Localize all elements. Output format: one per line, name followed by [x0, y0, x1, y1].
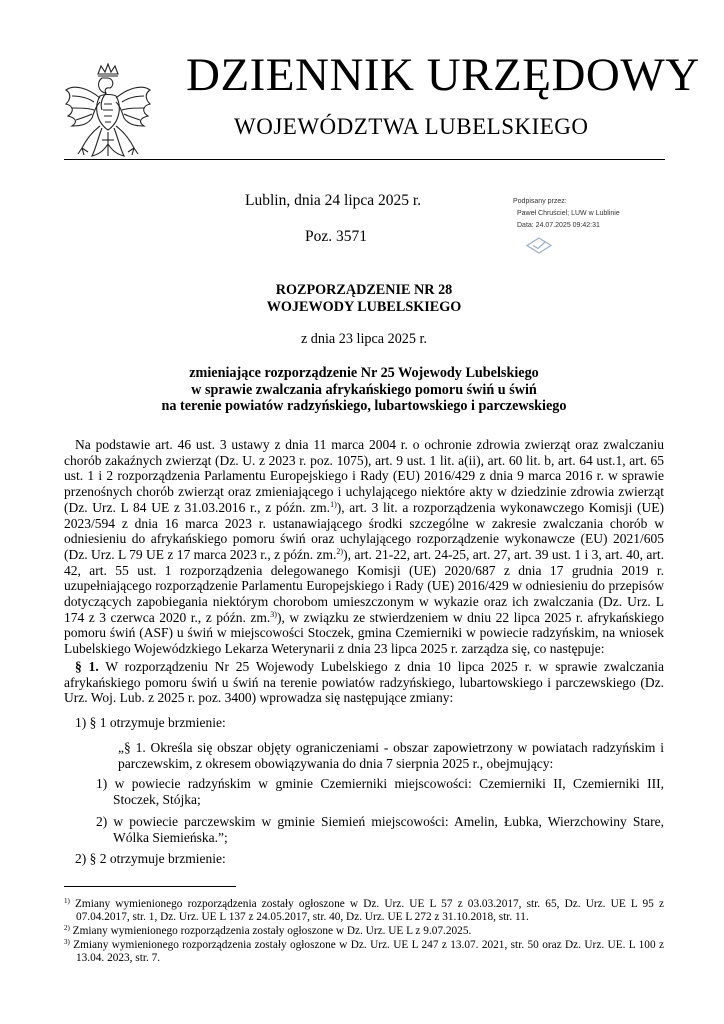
- footnote-text: Zmiany wymienionego rozporządzenia zostały ogłoszone w Dz. Urz. UE L 247 z 13.07. 2021, str. 50 oraz Dz. Urz. UE. L 100 z 13.04. 2023, str. 7.: [69, 939, 664, 965]
- signature-signer: Paweł Chruściel; LUW w Lublinie: [517, 210, 620, 217]
- regulation-subject-line-3: na terenie powiatów radzyńskiego, lubartowskiego i parczewskiego: [161, 398, 567, 414]
- regulation-title: [64, 282, 664, 315]
- signature-check-icon: [526, 237, 552, 254]
- preamble-part-1: Na podstawie art. 46 ust. 3 ustawy z dnia 11 marca 2004 r. o ochronie zdrowia zwierząt oraz zwalczaniu chorób zakaźnych zwierząt (Dz. U. z 2023 r. poz. 1075), art. 9 ust. 1 lit. a(ii), art. 60 lit. b, art. 64 ust.1, art. 65 ust. 1 i 2 rozporządzenia Parlamentu Europejskiego i Rady (EU) 2016/429 z dnia 9 marca 2016 r. w sprawie przenośnych chorób zwierząt oraz zmieniającego i uchylającego niektóre akty w dziedzinie zdrowia zwierząt (Dz. Urz. L 84 UE z 31.03.2016 r., z późn. zm.: [64, 437, 664, 515]
- polish-eagle-icon: [62, 60, 154, 170]
- position-number: Poz. 3571: [305, 228, 367, 245]
- footnote-ref-3[interactable]: 3): [270, 609, 277, 619]
- signature-date: Data: 24.07.2025 09:42:31: [517, 222, 600, 229]
- regulation-subject-line-2: w sprawie zwalczania afrykańskiego pomoru świń u świń: [191, 381, 537, 398]
- amendment-point-2: 2) § 2 otrzymuje brzmienie:: [75, 851, 226, 866]
- amended-section-quote: „§ 1. Określa się obszar objęty ograniczeniami - obszar zapowietrzony w powiatach radzyńskim i parczewskim, z okresem obowiązywania do dnia 7 sierpnia 2025 r., obejmujący:: [118, 740, 664, 771]
- regulation-title-line-2: WOJEWODY LUBELSKIEGO: [266, 298, 462, 315]
- preamble-part-4: ), w związku ze stwierdzeniem w dniu 22 lipca 2025 r. afrykańskiego pomoru świń (ASF) u świń w miejscowości Stoczek, gmina Czemierniki w powiecie radzyńskim, na wniosek Lubelskiego Wojewódzkiego Lekarza Weterynarii z dnia 23 lipca 2025 r. zarządza się, co następuje:: [64, 609, 664, 657]
- list-item: 2) w powiecie parczewskim w gminie Siemień miejscowości: Amelin, Łubka, Wierzchowiny Stare, Wólka Siemieńska.”;: [96, 814, 664, 845]
- digital-signature: [513, 196, 620, 232]
- section-1: [64, 659, 664, 706]
- footnote-divider: [64, 886, 236, 887]
- regulation-subject-line-1: zmieniające rozporządzenie Nr 25 Wojewody Lubelskiego: [189, 365, 539, 381]
- regulation-date: z dnia 23 lipca 2025 r.: [300, 331, 428, 347]
- section-1-label: § 1.: [75, 659, 99, 674]
- journal-title: DZIENNIK URZĘDOWY: [186, 49, 700, 101]
- legal-basis-paragraph: [64, 437, 664, 657]
- footnote-ref-1[interactable]: 1): [330, 499, 337, 509]
- signature-line-1: Podpisany przez:: [513, 198, 567, 205]
- footnote-text: Zmiany wymienionego rozporządzenia zostały ogłoszone w Dz. Urz. UE L 57 z 03.03.2017, str. 65, Dz. Urz. UE L 95 z 07.04.2017, str. 1, Dz. Urz. UE L 137 z 24.05.2017, str. 40, Dz. Urz. UE L 272 z 31.10.2018, str. 11.: [69, 898, 664, 924]
- header-divider: [64, 159, 665, 160]
- journal-subtitle: WOJEWÓDZTWA LUBELSKIEGO: [234, 114, 589, 139]
- footnote-mark: 1): [64, 897, 70, 905]
- list-item: 1) w powiecie radzyńskim w gminie Czemierniki miejscowości: Czemierniki II, Czemierniki III, Stoczek, Stójka;: [96, 776, 664, 807]
- preamble-part-2: ), art. 3 lit. a rozporządzenia wykonawczego Komisji (UE) 2023/594 z dnia 16 marca 2023 r. ustanawiającego środki szczególne w zakresie zwalczania chorób w odniesieniu do afrykańskiego pomoru świń oraz uchylającego rozporządzenie wykonawcze (EU) 2021/605 (Dz. Urz. L 79 UE z 17 marca 2023 r., z późn. zm.: [64, 499, 664, 562]
- footnote-mark: 2): [64, 924, 70, 932]
- footnote: [64, 895, 664, 925]
- place-date: Lublin, dnia 24 lipca 2025 r.: [245, 192, 422, 209]
- footnote: [64, 936, 664, 966]
- regulation-subject: [64, 365, 664, 415]
- regulation-title-line-1: ROZPORZĄDZENIE NR 28: [275, 282, 453, 298]
- footnote-ref-2[interactable]: 2): [336, 546, 344, 556]
- section-1-text: W rozporządzeniu Nr 25 Wojewody Lubelskiego z dnia 10 lipca 2025 r. w sprawie zwalczania afrykańskiego pomoru świń u świń na terenie powiatów radzyńskiego, lubartowskiego i parczewskiego (Dz. Urz. Woj. Lub. z 2025 r. poz. 3400) wprowadza się następujące zmiany:: [64, 659, 664, 706]
- footnote-text: Zmiany wymienionego rozporządzenia zostały ogłoszone w Dz. Urz. UE L z 9.07.2025.: [69, 925, 472, 937]
- footnote-mark: 3): [64, 938, 70, 946]
- amendment-point-1: 1) § 1 otrzymuje brzmienie:: [75, 715, 226, 730]
- preamble-part-3: ), art. 21-22, art. 24-25, art. 27, art. 39 ust. 1 i 3, art. 40, art. 42, art. 55 ust. 1 rozporządzenia delegowanego Komisji (UE) 2020/687 z dnia 17 grudnia 2019 r. uzupełniającego rozporządzenie Parlamentu Europejskiego i Rady (UE) 2016/429 w odniesieniu do przepisów dotyczących zapobiegania niektórym chorobom umieszczonym w wykazie oraz ich zwalczania (Dz. Urz. L 174 z 3 czerwca 2020 r., z późn. zm.: [64, 546, 664, 625]
